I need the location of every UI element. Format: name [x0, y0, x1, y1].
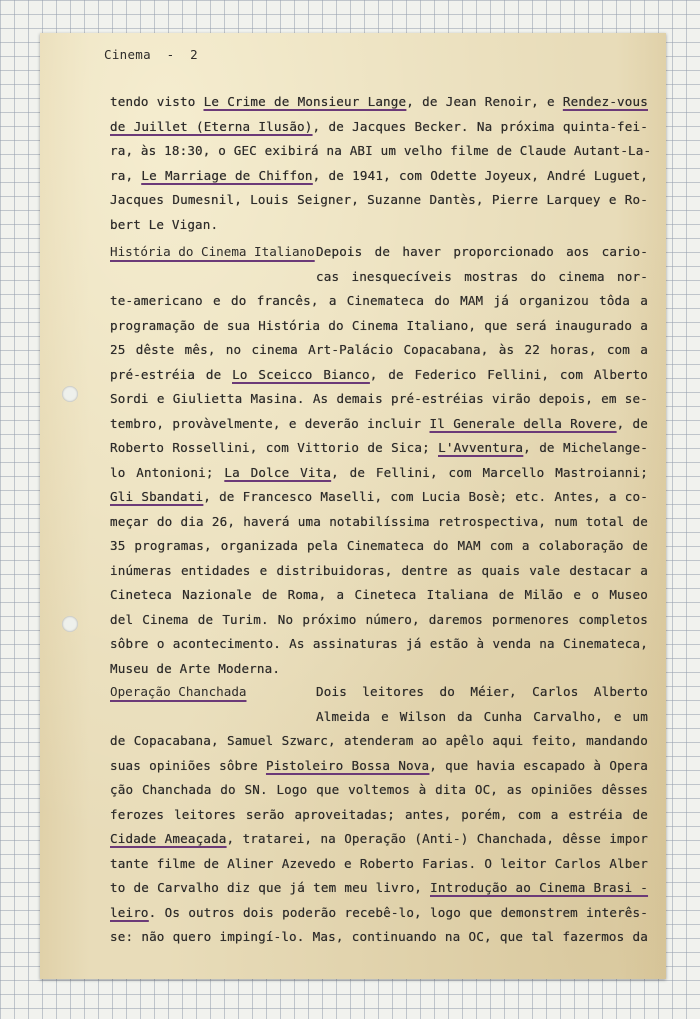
underlined-film-title: Pistoleiro Bossa Nova [265, 757, 430, 773]
text-segment: , de Fellini, com Marcello Mastroianni; [331, 464, 648, 480]
text-line [110, 339, 648, 361]
text-segment: sôbre o acontecimento. As assinaturas já estão à venda na Cinemateca, [110, 636, 648, 651]
section-title-historia: História do Cinema Italiano [110, 244, 315, 259]
page-header: Cinema - 2 [104, 47, 198, 62]
text-line [110, 91, 648, 113]
text-segment: de Copacabana, Samuel Szwarc, atenderam ao apêlo aqui feito, mandando [110, 733, 648, 748]
text-line [316, 241, 648, 263]
text-segment: , de Michelange- [523, 440, 649, 455]
text-line [110, 535, 648, 557]
text-line [110, 437, 648, 459]
punch-hole [62, 386, 78, 402]
text-line [110, 214, 648, 236]
text-segment: ferozes leitores serão aproveitadas; antes, porém, com a estréia de [110, 806, 648, 822]
text-line [110, 658, 648, 680]
text-line [110, 315, 648, 337]
text-segment: . Os outros dois poderão recebê-lo, logo que demonstrem interês- [148, 904, 648, 920]
text-segment: , que havia escapado à Opera [429, 757, 648, 773]
text-segment: inúmeras entidades e distribuidoras, dentre as quais vale destacar a [110, 562, 648, 578]
text-line [110, 828, 648, 850]
underlined-film-title: L'Avventura [438, 440, 524, 455]
text-segment: 25 dêste mês, no cinema Art-Palácio Copacabana, às 22 horas, com a [110, 342, 648, 357]
text-segment: bert Le Vigan. [110, 216, 219, 232]
text-segment: lo Antonioni; [110, 464, 225, 480]
underlined-film-title: Le Marriage de Chiffon [141, 167, 313, 183]
text-segment: te-americano e do francês, a Cinemateca do MAM já organizou tôda a [110, 293, 648, 308]
text-segment: se: não quero impingí-lo. Mas, continuando na OC, que tal fazermos da [110, 929, 648, 944]
text-segment: , de Jacques Becker. Na próxima quinta-fei- [312, 118, 648, 134]
text-segment: ra, às 18:30, o GEC exibirá na ABI um velho filme de Claude Autant-La- [110, 143, 652, 158]
text-line [110, 140, 652, 162]
text-line [110, 609, 648, 631]
text-segment: tembro, provàvelmente, e deverão incluir [110, 415, 430, 431]
text-line [316, 706, 648, 728]
text-segment: suas opiniões sôbre [110, 757, 266, 773]
text-line [110, 116, 648, 138]
text-line [110, 486, 648, 508]
underlined-film-title: Gli Sbandati [110, 489, 204, 504]
text-segment: , de Federico Fellini, com Alberto [369, 366, 649, 382]
text-segment: meçar do dia 26, haverá uma notabilíssima retrospectiva, num total de [110, 513, 648, 529]
underlined-film-title: Introdução ao Cinema Brasi - [430, 880, 649, 895]
text-segment: ção Chanchada do SN. Logo que voltemos à dita OC, as opiniões dêsses [110, 782, 648, 797]
text-segment: 35 programas, organizada pela Cinemateca do MAM com a colaboração de [110, 538, 648, 553]
text-line [110, 364, 648, 386]
underlined-film-title: Le Crime de Monsieur Lange [203, 94, 407, 109]
underlined-film-title: Il Generale della Rovere [429, 415, 617, 431]
underlined-film-title: Lo Sceicco Bianco [232, 366, 370, 382]
text-segment: Depois de haver proporcionado aos cario- [316, 244, 648, 259]
text-line [110, 388, 648, 410]
text-line [110, 804, 648, 826]
text-line [110, 165, 648, 187]
underlined-film-title: Rendez-vous [562, 94, 648, 109]
text-segment: , tratarei, na Operação (Anti-) Chanchada, dêsse impor [226, 831, 648, 846]
text-segment: Dois leitores do Méier, Carlos Alberto [316, 684, 648, 699]
text-segment: , de 1941, com Odette Joyeux, André Luguet, [312, 167, 648, 183]
text-line [110, 584, 648, 606]
punch-hole [62, 616, 78, 632]
text-line [110, 189, 648, 211]
underlined-film-title: de Juillet (Eterna Ilusão) [110, 118, 313, 134]
text-segment: tante filme de Aliner Azevedo e Roberto Farias. O leitor Carlos Alber [110, 855, 648, 871]
text-line [110, 560, 648, 582]
typed-page [40, 33, 666, 979]
text-segment: del Cinema de Turim. No próximo número, daremos pormenores completos [110, 611, 648, 627]
text-segment: tendo visto [110, 94, 204, 109]
text-line [110, 755, 648, 777]
text-segment: , de Jean Renoir, e [406, 94, 563, 109]
text-segment: Sordi e Giulietta Masina. As demais pré-estréias virão depois, em se- [110, 391, 648, 406]
text-segment: cas inesquecíveis mostras do cinema nor- [316, 268, 648, 284]
text-line [110, 926, 648, 948]
text-segment: ra, [110, 167, 142, 183]
text-line [110, 779, 648, 801]
section-title-operacao: Operação Chanchada [110, 684, 247, 699]
text-segment: Museu de Arte Moderna. [110, 660, 281, 676]
text-segment: , de [616, 415, 648, 431]
text-line [110, 877, 648, 899]
text-segment: pré-estréia de [110, 366, 233, 382]
text-line [316, 681, 648, 703]
text-line [110, 511, 648, 533]
text-line [110, 290, 648, 312]
underlined-film-title: Cidade Ameaçada [110, 831, 227, 846]
underlined-film-title: leiro [110, 904, 149, 920]
text-line [110, 853, 648, 875]
text-line [110, 413, 648, 435]
text-line [110, 902, 648, 924]
text-segment: Jacques Dumesnil, Louis Seigner, Suzanne Dantès, Pierre Larquey e Ro- [110, 192, 648, 207]
text-segment: Cineteca Nazionale de Roma, a Cineteca Italiana de Milão e o Museo [110, 587, 648, 602]
text-segment: Almeida e Wilson da Cunha Carvalho, e um [316, 708, 648, 724]
text-segment: Roberto Rossellini, com Vittorio de Sica; [110, 440, 439, 455]
text-segment: to de Carvalho diz que já tem meu livro, [110, 880, 431, 895]
text-segment: programação de sua História do Cinema Italiano, que será inaugurado a [110, 317, 648, 333]
text-segment: , de Francesco Maselli, com Lucia Bosè; etc. Antes, a co- [203, 489, 648, 504]
text-line [316, 266, 648, 288]
text-line [110, 730, 648, 752]
underlined-film-title: La Dolce Vita [224, 464, 332, 480]
text-line [110, 462, 648, 484]
text-line [110, 633, 648, 655]
